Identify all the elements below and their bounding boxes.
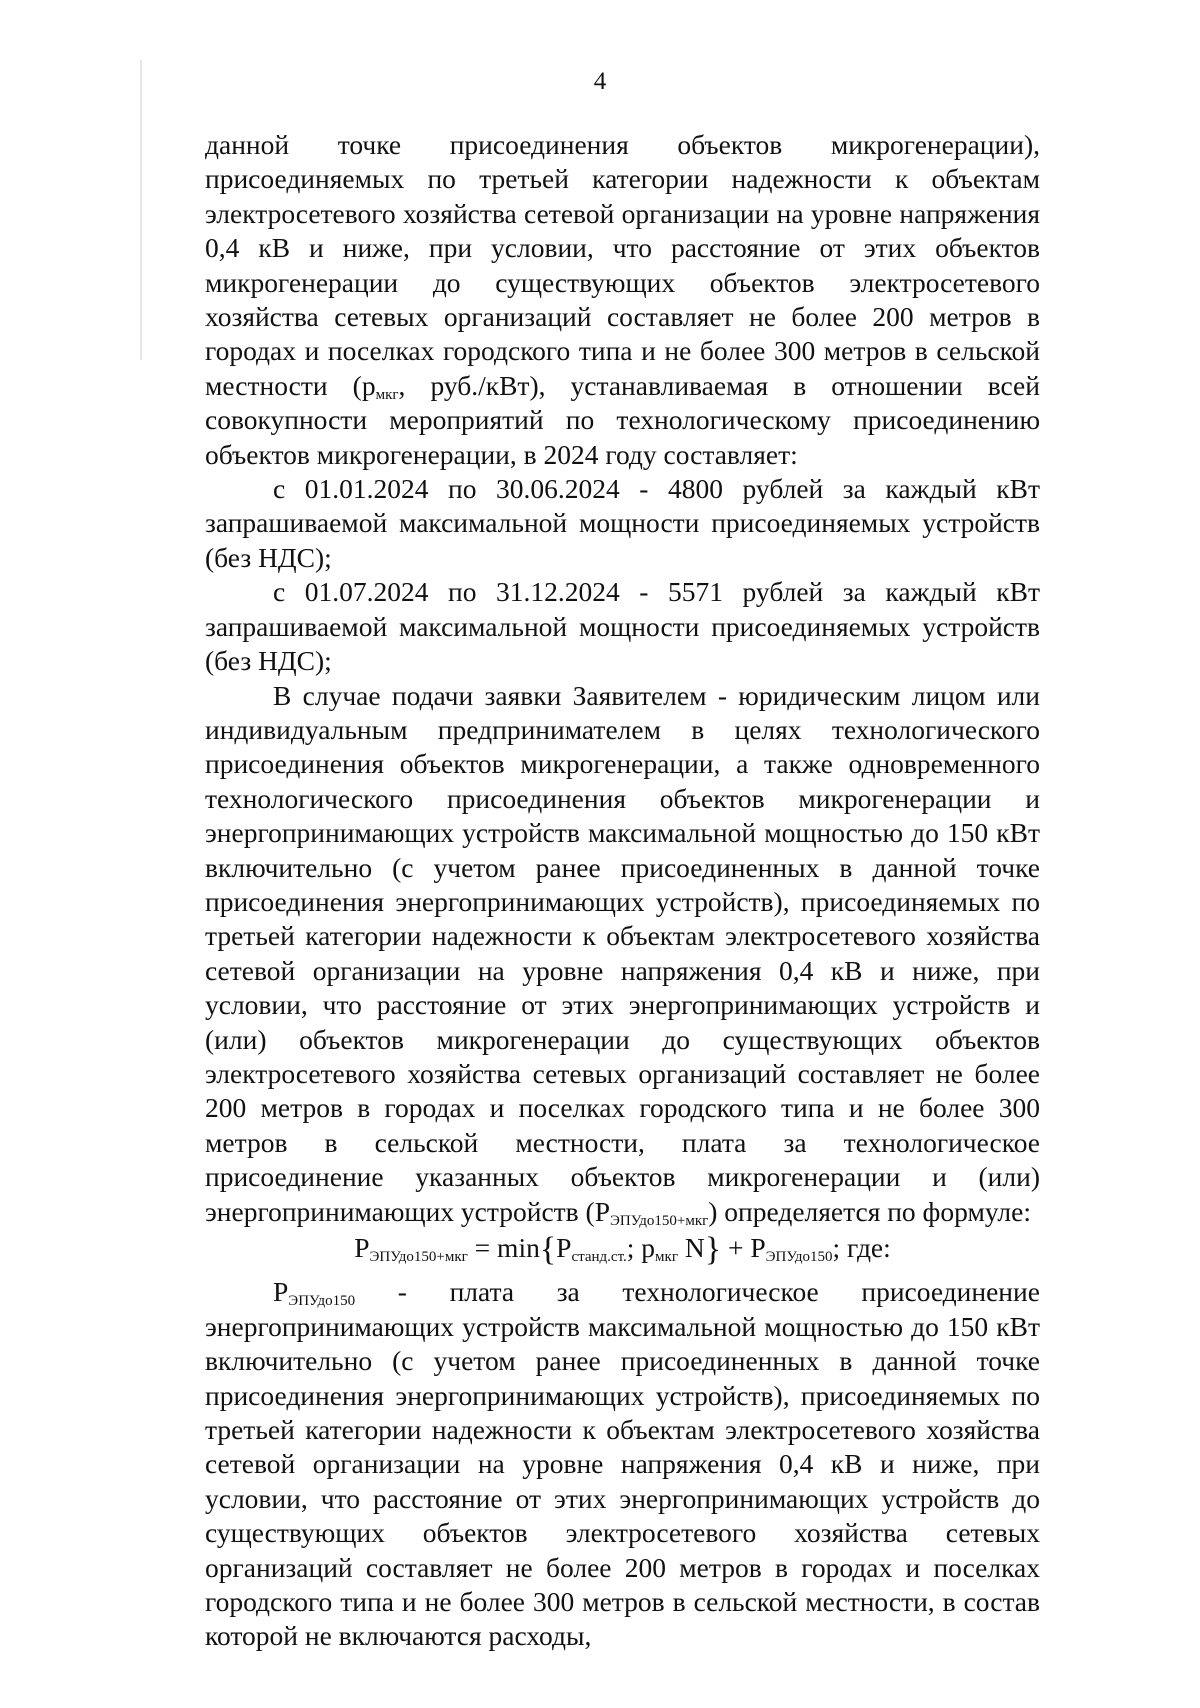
scan-margin-artifact — [140, 60, 142, 360]
formula-term-2-multiplier: N — [677, 1232, 705, 1263]
symbol-p-epu: Р — [594, 1195, 610, 1227]
definition-word-3: технологическое — [622, 1276, 819, 1308]
formula-term-2-subscript: мкг — [655, 1249, 678, 1265]
formula-separator: ; р — [626, 1232, 656, 1263]
paragraph-1-end: , руб./кВт), устанавливаемая в отношении всей совокупности мероприятий по технологическому присоединению объектов микрогенерации, в 2024 году составляет: — [205, 369, 1040, 470]
paragraph-rate-first-half: с 01.01.2024 по 30.06.2024 - 4800 рублей за каждый кВт запрашиваемой максимальной мощности присоединяемых устройств (без НДС); — [205, 473, 1040, 573]
paragraph-continuation — [205, 128, 1040, 472]
paragraph-4-text: В случае подачи заявки Заявителем - юридическим лицом или индивидуальным предпринимателем в целях технологического присоединения объектов микрогенерации, а также одновременного технологического присоединения объектов микрогенерации и энергопринимающих устройств максимальной мощностью до 150 кВт включительно (с учетом ранее присоединенных в данной точке присоединения энергопринимающих устройств), присоединяемых по третьей категории надежности к объектам электросетевого хозяйства сетевой организации на уровне напряжения 0,4 кВ и ниже, при условии, что расстояние от этих энергопринимающих устройств и (или) объектов микрогенерации до существующих объектов электросетевого хозяйства сетевых организаций составляет не более 200 метров в городах и поселках городского типа и не более 300 метров в сельской местности, плата за технологическое присоединение указанных объектов микрогенерации и (или) энергопринимающих устройств ( — [205, 679, 1040, 1227]
formula-term-3: + Р — [721, 1232, 766, 1263]
formula-term-1: Р — [556, 1232, 572, 1263]
formula-close-brace: } — [704, 1231, 722, 1268]
definition-dash: - — [397, 1276, 407, 1308]
paragraph-rate-second-half: с 01.07.2024 по 31.12.2024 - 5571 рублей за каждый кВт запрашиваемой максимальной мощности присоединяемых устройств (без НДС); — [205, 576, 1040, 677]
paragraph-4-end: ) определяется по формуле: — [708, 1195, 1031, 1227]
formula — [205, 1231, 1040, 1267]
paragraph-legal-entity-case — [205, 679, 1040, 1230]
formula-term-1-subscript: станд.ст. — [571, 1249, 627, 1265]
symbol-p-mkg-subscript: мкг — [375, 386, 399, 403]
definition-word-4: присоединение — [861, 1276, 1040, 1308]
formula-min: = min — [467, 1232, 540, 1263]
formula-lhs: Р — [354, 1232, 370, 1263]
formula-open-brace: { — [539, 1231, 557, 1268]
definition-word-2: за — [556, 1276, 580, 1308]
definition-word-1: плата — [449, 1276, 515, 1308]
definition-term-subscript: ЭПУдо150 — [288, 1293, 356, 1310]
definition-term-symbol: Р — [273, 1276, 289, 1308]
document-body — [205, 128, 1040, 1654]
definition-body: энергопринимающих устройств максимальной мощностью до 150 кВт включительно (с учетом ранее присоединенных в данной точке присоединения энергопринимающих устройств), присоединяемых по третьей категории надежности к объектам электросетевого хозяйства сетевой организации на уровне напряжения 0,4 кВ и ниже, при условии, что расстояние от этих энергопринимающих устройств до существующих объектов электросетевого хозяйства сетевых организаций составляет не более 200 метров в городах и поселках городского типа и не более 300 метров в сельской местности, в состав которой не включаются расходы, — [205, 1310, 1040, 1652]
definition-term — [273, 1275, 355, 1309]
definition-first-line — [205, 1275, 1040, 1309]
symbol-p-mkg: р — [361, 369, 376, 401]
formula-term-3-subscript: ЭПУдо150 — [765, 1249, 833, 1265]
formula-tail: ; где: — [832, 1232, 891, 1263]
symbol-p-epu-subscript: ЭПУдо150+мкг — [609, 1212, 709, 1229]
page-number: 4 — [593, 68, 607, 95]
paragraph-1-text: данной точке присоединения объектов микрогенерации), присоединяемых по третьей категории надежности к объектам электросетевого хозяйства сетевой организации на уровне напряжения 0,4 кВ и ниже, при условии, что расстояние от этих объектов микрогенерации до существующих объектов электросетевого хозяйства сетевых организаций составляет не более 200 метров в городах и поселках городского типа и не более 300 метров в сельской местности ( — [205, 129, 1040, 401]
formula-lhs-subscript: ЭПУдо150+мкг — [369, 1249, 468, 1265]
